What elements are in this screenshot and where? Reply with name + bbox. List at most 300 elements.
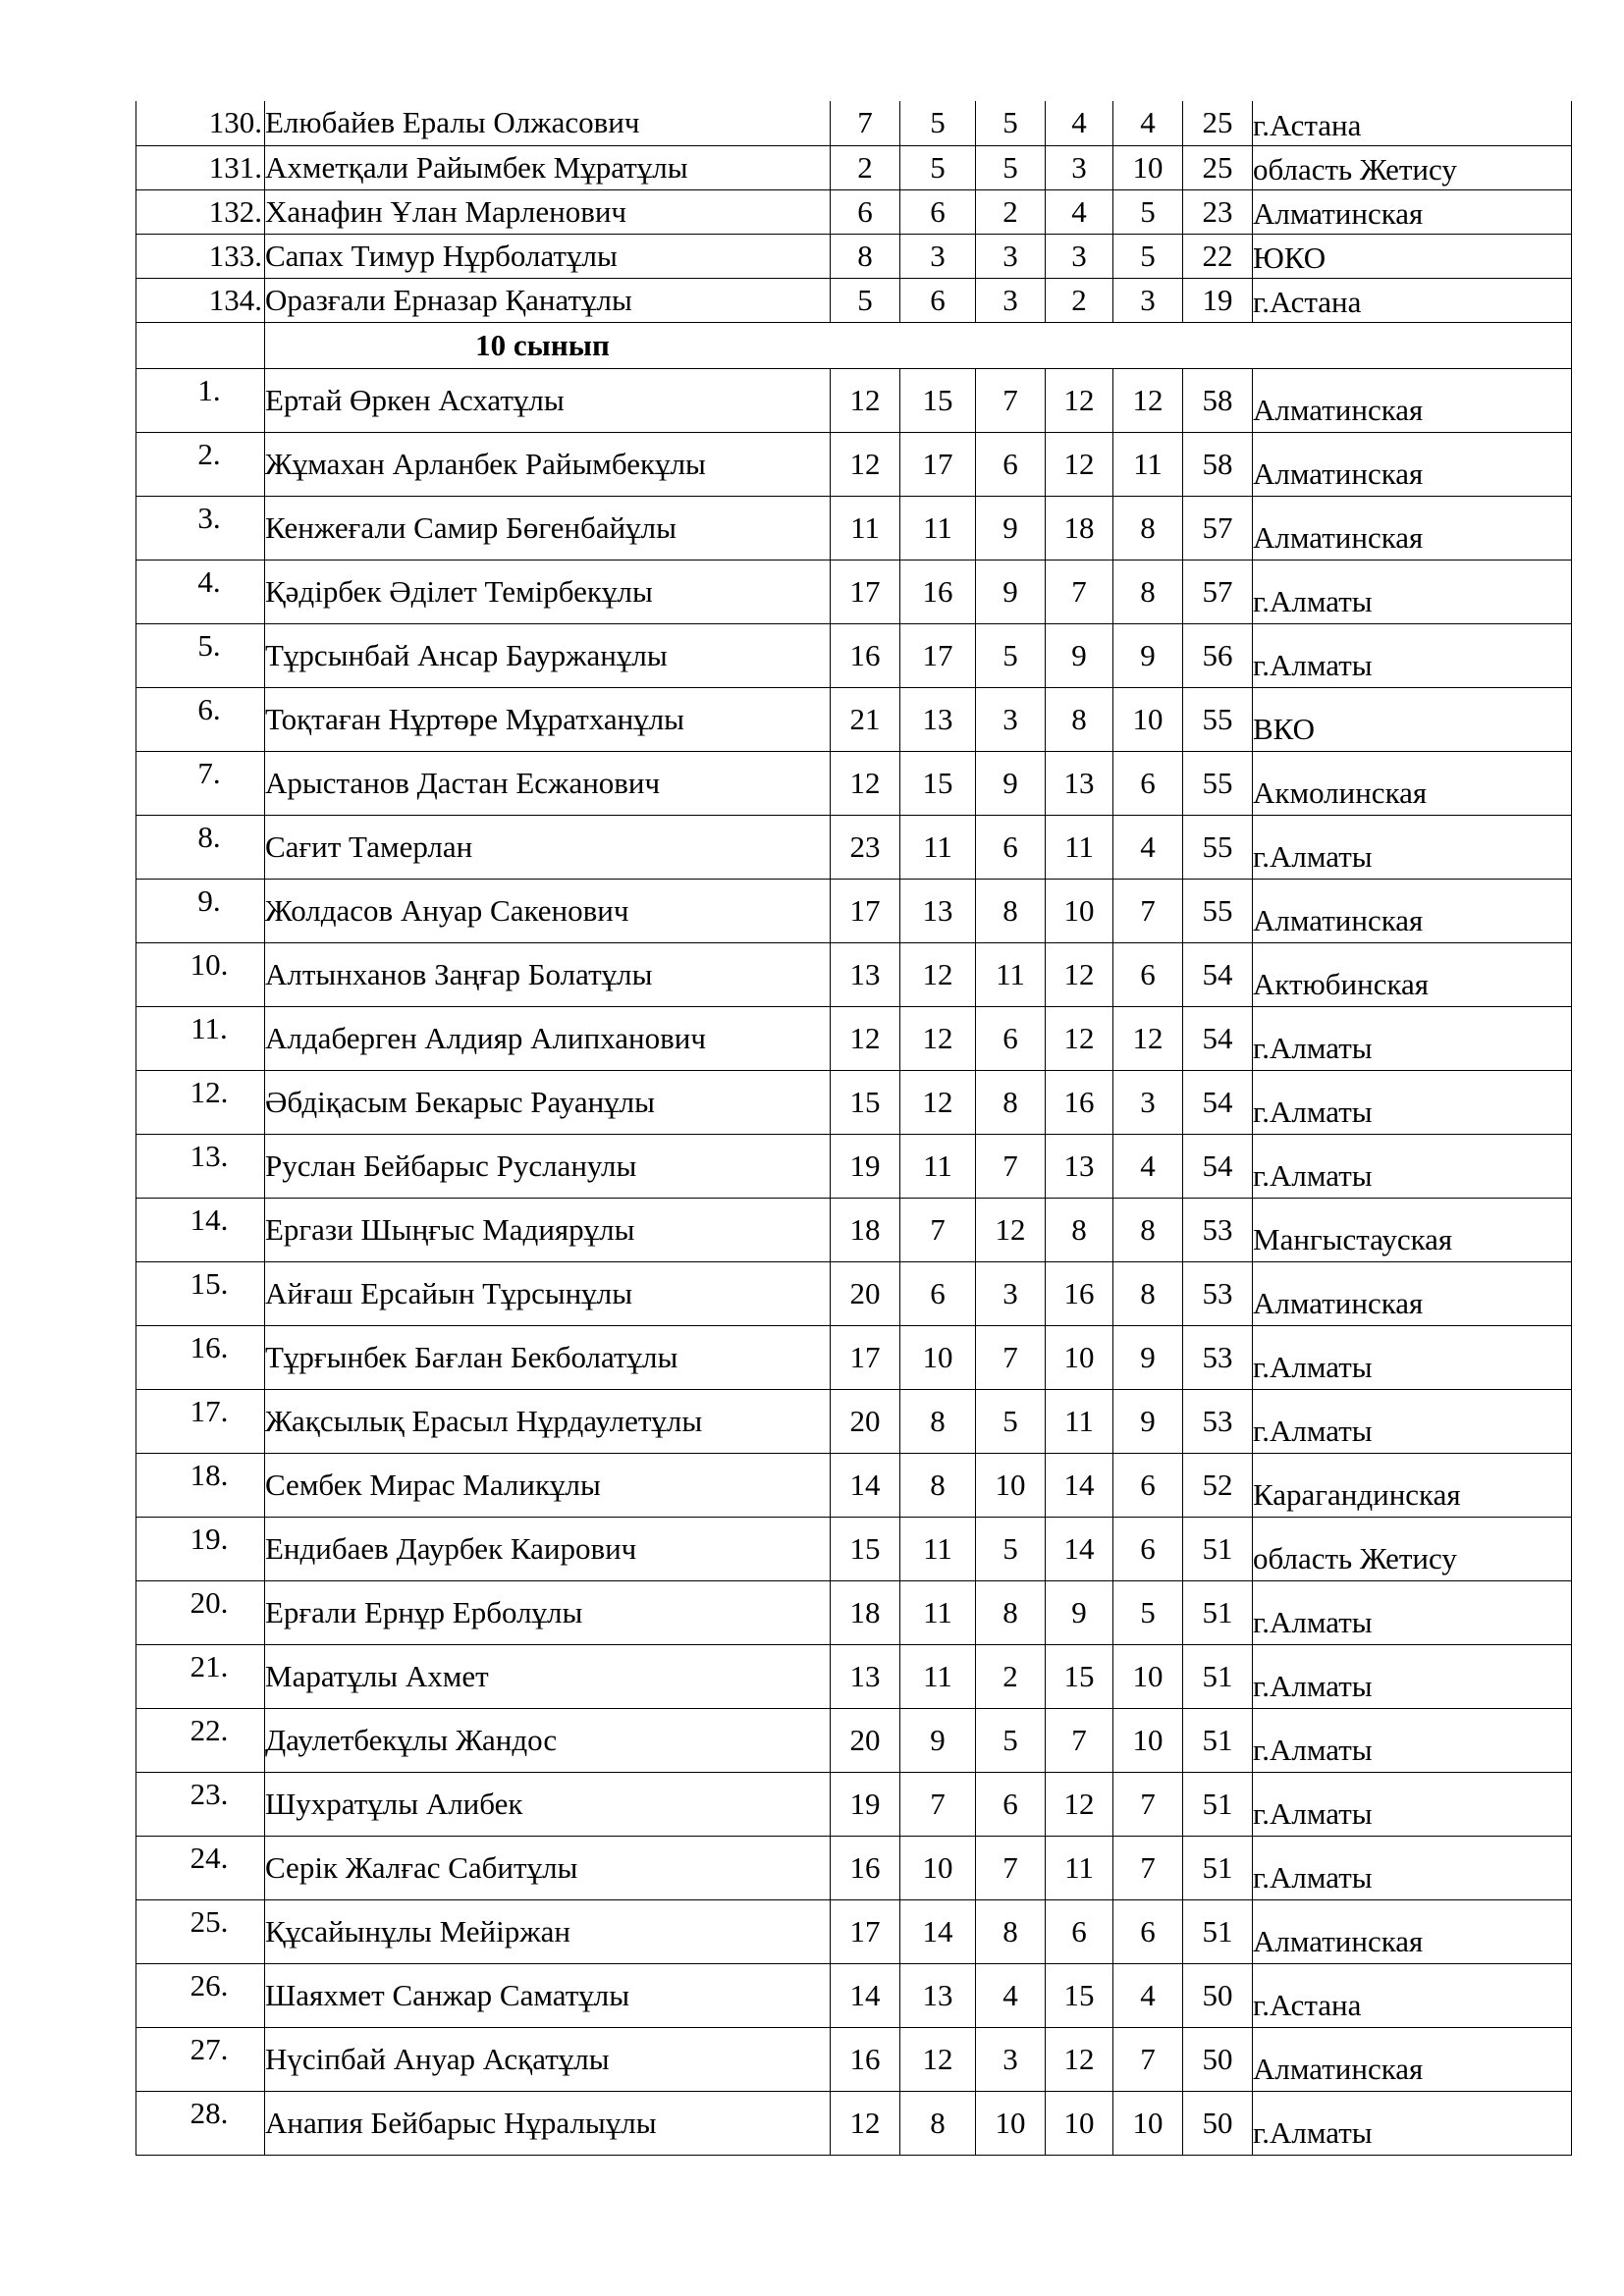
student-name-cell: Ергази Шыңғыс Мадиярұлы <box>265 1198 831 1261</box>
score-4-cell: 14 <box>1046 1453 1113 1517</box>
score-4-cell: 4 <box>1046 189 1113 234</box>
score-3-cell: 9 <box>976 560 1046 623</box>
student-name-cell: Ханафин Ұлан Марленович <box>265 189 831 234</box>
score-5-cell: 9 <box>1113 623 1183 687</box>
score-1-cell: 13 <box>831 942 900 1006</box>
row-number-cell: 28. <box>136 2091 265 2155</box>
score-5-cell: 5 <box>1113 189 1183 234</box>
region-cell: область Жетису <box>1253 145 1572 189</box>
score-4-cell: 13 <box>1046 751 1113 815</box>
score-total-cell: 51 <box>1183 1899 1253 1963</box>
student-name-cell: Қәдірбек Әділет Темірбекұлы <box>265 560 831 623</box>
score-4-cell: 2 <box>1046 278 1113 322</box>
score-3-cell: 11 <box>976 942 1046 1006</box>
score-1-cell: 19 <box>831 1134 900 1198</box>
score-total-cell: 25 <box>1183 101 1253 145</box>
region-cell: г.Алматы <box>1253 1325 1572 1389</box>
region-cell: Алматинская <box>1253 368 1572 432</box>
student-name-cell: Сембек Мирас Маликұлы <box>265 1453 831 1517</box>
region-cell: ЮКО <box>1253 234 1572 278</box>
score-3-cell: 5 <box>976 1389 1046 1453</box>
score-1-cell: 17 <box>831 1899 900 1963</box>
score-total-cell: 50 <box>1183 1963 1253 2027</box>
student-name-cell: Алтынханов Заңғар Болатұлы <box>265 942 831 1006</box>
student-name-cell: Елюбайев Ералы Олжасович <box>265 101 831 145</box>
row-number-cell: 6. <box>136 687 265 751</box>
region-cell: Алматинская <box>1253 189 1572 234</box>
region-cell: Алматинская <box>1253 496 1572 560</box>
table-row <box>136 278 1572 322</box>
region-cell: г.Алматы <box>1253 1134 1572 1198</box>
row-number-cell: 131. <box>136 145 265 189</box>
table-row <box>136 1644 1572 1708</box>
region-cell: г.Алматы <box>1253 2091 1572 2155</box>
score-5-cell: 6 <box>1113 942 1183 1006</box>
score-5-cell: 10 <box>1113 2091 1183 2155</box>
score-total-cell: 51 <box>1183 1708 1253 1772</box>
score-4-cell: 3 <box>1046 145 1113 189</box>
score-5-cell: 5 <box>1113 234 1183 278</box>
score-total-cell: 23 <box>1183 189 1253 234</box>
score-1-cell: 8 <box>831 234 900 278</box>
score-5-cell: 4 <box>1113 815 1183 879</box>
score-5-cell: 8 <box>1113 496 1183 560</box>
region-cell: г.Алматы <box>1253 623 1572 687</box>
rows-grade-9-tail <box>136 101 1572 322</box>
score-1-cell: 5 <box>831 278 900 322</box>
score-2-cell: 13 <box>900 687 976 751</box>
section-header-group <box>136 322 1572 368</box>
table-row <box>136 560 1572 623</box>
score-total-cell: 56 <box>1183 623 1253 687</box>
score-2-cell: 12 <box>900 942 976 1006</box>
score-1-cell: 7 <box>831 101 900 145</box>
score-3-cell: 6 <box>976 1006 1046 1070</box>
table-row <box>136 942 1572 1006</box>
score-3-cell: 2 <box>976 1644 1046 1708</box>
score-total-cell: 55 <box>1183 815 1253 879</box>
region-cell: г.Алматы <box>1253 1644 1572 1708</box>
row-number-cell: 132. <box>136 189 265 234</box>
score-4-cell: 12 <box>1046 1772 1113 1836</box>
score-2-cell: 14 <box>900 1899 976 1963</box>
score-5-cell: 4 <box>1113 101 1183 145</box>
score-5-cell: 6 <box>1113 1899 1183 1963</box>
section-title-text: 10 сынып <box>475 327 610 362</box>
table-row <box>136 1517 1572 1580</box>
score-3-cell: 6 <box>976 815 1046 879</box>
row-number-cell: 5. <box>136 623 265 687</box>
score-2-cell: 13 <box>900 1963 976 2027</box>
region-cell: г.Астана <box>1253 101 1572 145</box>
region-cell: г.Алматы <box>1253 815 1572 879</box>
score-3-cell: 2 <box>976 189 1046 234</box>
row-number-cell: 9. <box>136 879 265 942</box>
score-2-cell: 6 <box>900 278 976 322</box>
score-1-cell: 20 <box>831 1708 900 1772</box>
table-row <box>136 1836 1572 1899</box>
score-4-cell: 11 <box>1046 1389 1113 1453</box>
table-row <box>136 1006 1572 1070</box>
score-3-cell: 6 <box>976 1772 1046 1836</box>
row-number-cell: 13. <box>136 1134 265 1198</box>
row-number-cell: 134. <box>136 278 265 322</box>
score-2-cell: 11 <box>900 1517 976 1580</box>
score-2-cell: 5 <box>900 145 976 189</box>
score-1-cell: 17 <box>831 1325 900 1389</box>
score-total-cell: 58 <box>1183 432 1253 496</box>
score-total-cell: 57 <box>1183 496 1253 560</box>
student-name-cell: Оразғали Ерназар Қанатұлы <box>265 278 831 322</box>
score-total-cell: 54 <box>1183 1006 1253 1070</box>
score-4-cell: 12 <box>1046 2027 1113 2091</box>
score-3-cell: 5 <box>976 623 1046 687</box>
score-total-cell: 51 <box>1183 1836 1253 1899</box>
score-3-cell: 3 <box>976 2027 1046 2091</box>
student-name-cell: Әбдіқасым Бекарыс Рауанұлы <box>265 1070 831 1134</box>
score-total-cell: 50 <box>1183 2027 1253 2091</box>
score-2-cell: 5 <box>900 101 976 145</box>
section-title <box>265 322 1572 368</box>
score-2-cell: 11 <box>900 815 976 879</box>
score-1-cell: 15 <box>831 1517 900 1580</box>
score-5-cell: 12 <box>1113 1006 1183 1070</box>
row-number-cell: 14. <box>136 1198 265 1261</box>
score-4-cell: 18 <box>1046 496 1113 560</box>
score-total-cell: 53 <box>1183 1389 1253 1453</box>
score-total-cell: 50 <box>1183 2091 1253 2155</box>
score-2-cell: 11 <box>900 496 976 560</box>
score-5-cell: 6 <box>1113 1517 1183 1580</box>
table-row <box>136 234 1572 278</box>
student-name-cell: Тоқтаған Нұртөре Мұратханұлы <box>265 687 831 751</box>
score-5-cell: 7 <box>1113 1836 1183 1899</box>
score-total-cell: 55 <box>1183 687 1253 751</box>
score-3-cell: 7 <box>976 1325 1046 1389</box>
score-2-cell: 13 <box>900 879 976 942</box>
score-5-cell: 7 <box>1113 2027 1183 2091</box>
student-name-cell: Маратұлы Ахмет <box>265 1644 831 1708</box>
score-5-cell: 8 <box>1113 1198 1183 1261</box>
score-5-cell: 10 <box>1113 687 1183 751</box>
student-name-cell: Серік Жалғас Сабитұлы <box>265 1836 831 1899</box>
table-row <box>136 1772 1572 1836</box>
table-row <box>136 1261 1572 1325</box>
score-4-cell: 7 <box>1046 1708 1113 1772</box>
student-name-cell: Нүсіпбай Ануар Асқатұлы <box>265 2027 831 2091</box>
score-1-cell: 17 <box>831 560 900 623</box>
region-cell: г.Алматы <box>1253 1836 1572 1899</box>
score-3-cell: 8 <box>976 879 1046 942</box>
score-3-cell: 3 <box>976 234 1046 278</box>
student-name-cell: Кенжеғали Самир Бөгенбайұлы <box>265 496 831 560</box>
score-4-cell: 15 <box>1046 1963 1113 2027</box>
student-name-cell: Даулетбекұлы Жандос <box>265 1708 831 1772</box>
row-number-cell: 16. <box>136 1325 265 1389</box>
table-row <box>136 1899 1572 1963</box>
score-2-cell: 10 <box>900 1836 976 1899</box>
score-4-cell: 8 <box>1046 1198 1113 1261</box>
table-row <box>136 1453 1572 1517</box>
table-row <box>136 432 1572 496</box>
student-name-cell: Жақсылық Ерасыл Нұрдаулетұлы <box>265 1389 831 1453</box>
score-1-cell: 2 <box>831 145 900 189</box>
row-number-cell: 20. <box>136 1580 265 1644</box>
rows-grade-10 <box>136 368 1572 2155</box>
score-2-cell: 7 <box>900 1772 976 1836</box>
score-4-cell: 8 <box>1046 687 1113 751</box>
region-cell: Мангыстауская <box>1253 1198 1572 1261</box>
score-4-cell: 12 <box>1046 942 1113 1006</box>
score-5-cell: 10 <box>1113 1708 1183 1772</box>
row-number-cell: 17. <box>136 1389 265 1453</box>
score-5-cell: 10 <box>1113 145 1183 189</box>
score-4-cell: 11 <box>1046 1836 1113 1899</box>
score-3-cell: 7 <box>976 1836 1046 1899</box>
score-1-cell: 20 <box>831 1261 900 1325</box>
region-cell: Карагандинская <box>1253 1453 1572 1517</box>
region-cell: Алматинская <box>1253 879 1572 942</box>
score-2-cell: 12 <box>900 2027 976 2091</box>
score-2-cell: 8 <box>900 1389 976 1453</box>
score-1-cell: 21 <box>831 687 900 751</box>
score-5-cell: 8 <box>1113 560 1183 623</box>
score-3-cell: 9 <box>976 496 1046 560</box>
table-row <box>136 368 1572 432</box>
score-1-cell: 14 <box>831 1963 900 2027</box>
score-2-cell: 6 <box>900 189 976 234</box>
score-3-cell: 5 <box>976 145 1046 189</box>
score-total-cell: 51 <box>1183 1517 1253 1580</box>
score-5-cell: 4 <box>1113 1134 1183 1198</box>
results-table <box>135 101 1572 2156</box>
region-cell: г.Астана <box>1253 1963 1572 2027</box>
score-3-cell: 9 <box>976 751 1046 815</box>
score-3-cell: 8 <box>976 1899 1046 1963</box>
score-2-cell: 6 <box>900 1261 976 1325</box>
score-total-cell: 51 <box>1183 1644 1253 1708</box>
row-number-cell: 133. <box>136 234 265 278</box>
score-total-cell: 58 <box>1183 368 1253 432</box>
student-name-cell: Алдаберген Алдияр Алипханович <box>265 1006 831 1070</box>
score-1-cell: 20 <box>831 1389 900 1453</box>
score-2-cell: 16 <box>900 560 976 623</box>
row-number-cell: 18. <box>136 1453 265 1517</box>
score-3-cell: 7 <box>976 1134 1046 1198</box>
score-2-cell: 17 <box>900 623 976 687</box>
score-5-cell: 4 <box>1113 1963 1183 2027</box>
score-4-cell: 10 <box>1046 2091 1113 2155</box>
score-2-cell: 11 <box>900 1644 976 1708</box>
student-name-cell: Ахметқали Райымбек Мұратұлы <box>265 145 831 189</box>
table-row <box>136 1134 1572 1198</box>
score-total-cell: 22 <box>1183 234 1253 278</box>
student-name-cell: Жұмахан Арланбек Райымбекұлы <box>265 432 831 496</box>
table-row <box>136 496 1572 560</box>
score-4-cell: 6 <box>1046 1899 1113 1963</box>
region-cell: ВКО <box>1253 687 1572 751</box>
score-4-cell: 10 <box>1046 1325 1113 1389</box>
score-2-cell: 9 <box>900 1708 976 1772</box>
score-5-cell: 7 <box>1113 1772 1183 1836</box>
score-3-cell: 10 <box>976 2091 1046 2155</box>
region-cell: г.Алматы <box>1253 1708 1572 1772</box>
student-name-cell: Айғаш Ерсайын Тұрсынұлы <box>265 1261 831 1325</box>
score-1-cell: 16 <box>831 1836 900 1899</box>
score-2-cell: 17 <box>900 432 976 496</box>
table-row <box>136 1070 1572 1134</box>
score-4-cell: 3 <box>1046 234 1113 278</box>
region-cell: Алматинская <box>1253 2027 1572 2091</box>
score-5-cell: 11 <box>1113 432 1183 496</box>
score-total-cell: 53 <box>1183 1198 1253 1261</box>
score-total-cell: 19 <box>1183 278 1253 322</box>
table-row <box>136 879 1572 942</box>
row-number-cell: 8. <box>136 815 265 879</box>
region-cell: г.Алматы <box>1253 1772 1572 1836</box>
score-1-cell: 12 <box>831 2091 900 2155</box>
table-row <box>136 189 1572 234</box>
score-total-cell: 54 <box>1183 1134 1253 1198</box>
student-name-cell: Анапия Бейбарыс Нұралыұлы <box>265 2091 831 2155</box>
table-row <box>136 751 1572 815</box>
score-1-cell: 12 <box>831 1006 900 1070</box>
score-3-cell: 3 <box>976 1261 1046 1325</box>
score-1-cell: 16 <box>831 2027 900 2091</box>
score-5-cell: 12 <box>1113 368 1183 432</box>
score-total-cell: 53 <box>1183 1261 1253 1325</box>
score-5-cell: 6 <box>1113 751 1183 815</box>
score-total-cell: 54 <box>1183 942 1253 1006</box>
score-3-cell: 10 <box>976 1453 1046 1517</box>
score-1-cell: 18 <box>831 1198 900 1261</box>
student-name-cell: Жолдасов Ануар Сакенович <box>265 879 831 942</box>
score-4-cell: 12 <box>1046 432 1113 496</box>
score-5-cell: 9 <box>1113 1389 1183 1453</box>
row-number-cell: 19. <box>136 1517 265 1580</box>
score-total-cell: 52 <box>1183 1453 1253 1517</box>
score-4-cell: 12 <box>1046 368 1113 432</box>
score-2-cell: 12 <box>900 1070 976 1134</box>
score-5-cell: 6 <box>1113 1453 1183 1517</box>
score-1-cell: 18 <box>831 1580 900 1644</box>
table-row <box>136 1580 1572 1644</box>
table-row <box>136 1708 1572 1772</box>
score-total-cell: 51 <box>1183 1580 1253 1644</box>
score-5-cell: 3 <box>1113 278 1183 322</box>
region-cell: Алматинская <box>1253 1899 1572 1963</box>
score-3-cell: 3 <box>976 278 1046 322</box>
score-1-cell: 12 <box>831 751 900 815</box>
region-cell: область Жетису <box>1253 1517 1572 1580</box>
region-cell: г.Алматы <box>1253 1580 1572 1644</box>
score-4-cell: 13 <box>1046 1134 1113 1198</box>
score-2-cell: 10 <box>900 1325 976 1389</box>
score-3-cell: 5 <box>976 1708 1046 1772</box>
table-row <box>136 623 1572 687</box>
table-row <box>136 687 1572 751</box>
score-1-cell: 11 <box>831 496 900 560</box>
score-total-cell: 51 <box>1183 1772 1253 1836</box>
score-1-cell: 16 <box>831 623 900 687</box>
score-4-cell: 15 <box>1046 1644 1113 1708</box>
row-number-cell: 2. <box>136 432 265 496</box>
score-4-cell: 14 <box>1046 1517 1113 1580</box>
student-name-cell: Ертай Өркен Асхатұлы <box>265 368 831 432</box>
score-2-cell: 8 <box>900 1453 976 1517</box>
row-number-cell: 26. <box>136 1963 265 2027</box>
table-row <box>136 1389 1572 1453</box>
score-1-cell: 14 <box>831 1453 900 1517</box>
table-row <box>136 101 1572 145</box>
row-number-cell: 27. <box>136 2027 265 2091</box>
score-3-cell: 8 <box>976 1070 1046 1134</box>
score-2-cell: 11 <box>900 1580 976 1644</box>
score-5-cell: 8 <box>1113 1261 1183 1325</box>
region-cell: Актюбинская <box>1253 942 1572 1006</box>
score-3-cell: 5 <box>976 101 1046 145</box>
score-1-cell: 15 <box>831 1070 900 1134</box>
score-2-cell: 12 <box>900 1006 976 1070</box>
score-total-cell: 54 <box>1183 1070 1253 1134</box>
score-3-cell: 7 <box>976 368 1046 432</box>
score-4-cell: 11 <box>1046 815 1113 879</box>
score-4-cell: 12 <box>1046 1006 1113 1070</box>
student-name-cell: Шухратұлы Алибек <box>265 1772 831 1836</box>
table-row <box>136 1198 1572 1261</box>
score-total-cell: 25 <box>1183 145 1253 189</box>
score-4-cell: 10 <box>1046 879 1113 942</box>
score-1-cell: 12 <box>831 432 900 496</box>
region-cell: Алматинская <box>1253 1261 1572 1325</box>
score-1-cell: 23 <box>831 815 900 879</box>
row-number-cell: 25. <box>136 1899 265 1963</box>
score-total-cell: 55 <box>1183 751 1253 815</box>
score-total-cell: 55 <box>1183 879 1253 942</box>
score-4-cell: 9 <box>1046 623 1113 687</box>
region-cell: г.Алматы <box>1253 1006 1572 1070</box>
row-number-cell: 4. <box>136 560 265 623</box>
score-2-cell: 15 <box>900 751 976 815</box>
score-1-cell: 12 <box>831 368 900 432</box>
table-row <box>136 1963 1572 2027</box>
student-name-cell: Шаяхмет Санжар Саматұлы <box>265 1963 831 2027</box>
score-3-cell: 8 <box>976 1580 1046 1644</box>
score-2-cell: 8 <box>900 2091 976 2155</box>
student-name-cell: Сапах Тимур Нұрболатұлы <box>265 234 831 278</box>
score-3-cell: 12 <box>976 1198 1046 1261</box>
table-row <box>136 145 1572 189</box>
score-total-cell: 53 <box>1183 1325 1253 1389</box>
table-row <box>136 815 1572 879</box>
region-cell: г.Алматы <box>1253 1070 1572 1134</box>
section-header-row <box>136 322 1572 368</box>
student-name-cell: Руслан Бейбарыс Русланулы <box>265 1134 831 1198</box>
score-3-cell: 5 <box>976 1517 1046 1580</box>
row-number-cell: 130. <box>136 101 265 145</box>
table-row <box>136 1325 1572 1389</box>
region-cell: Акмолинская <box>1253 751 1572 815</box>
score-5-cell: 9 <box>1113 1325 1183 1389</box>
table-row <box>136 2091 1572 2155</box>
student-name-cell: Тұрсынбай Ансар Бауржанұлы <box>265 623 831 687</box>
region-cell: г.Алматы <box>1253 560 1572 623</box>
region-cell: г.Астана <box>1253 278 1572 322</box>
table-row <box>136 2027 1572 2091</box>
score-1-cell: 6 <box>831 189 900 234</box>
score-total-cell: 57 <box>1183 560 1253 623</box>
region-cell: г.Алматы <box>1253 1389 1572 1453</box>
